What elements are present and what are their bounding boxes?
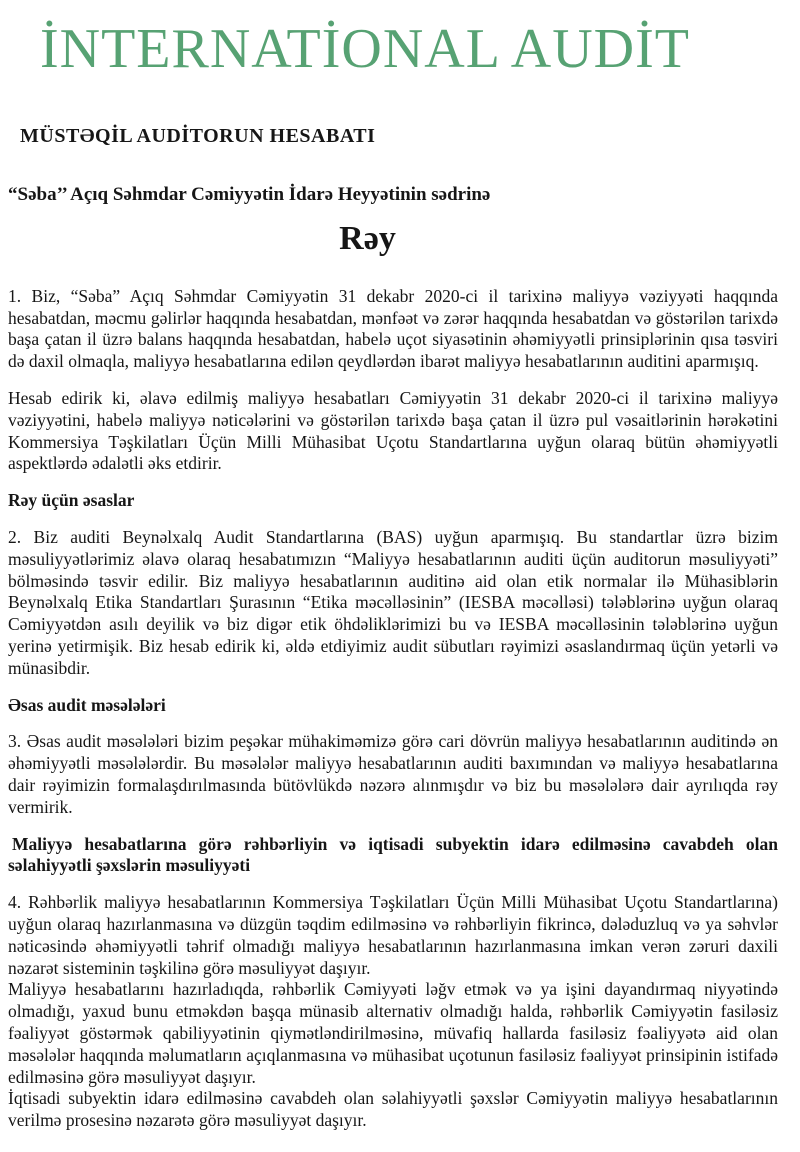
section-heading-management-responsibility: Maliyyə hesabatlarına görə rəhbərliyin və iqtisadi subyektin idarə edilməsinə cavabdeh olan səlahiyyətli şəxslərin məsuliyyəti [8,833,778,876]
body-paragraph-6: Maliyyə hesabatlarını hazırladıqda, rəhbərlik Cəmiyyəti ləğv etmək və ya işini dayandırmaq niyyətində olmadığı, yaxud bunu etməkdən başqa münasib alternativ olmadığı halda, rəhbərlik Cəmiyyətin fasiləsiz fəaliyyət göstərmək qabiliyyətinin qiymətləndirilməsinə, müvafiq hallarda fasiləsiz fəaliyyətə aid olan məsələlər haqqında məlumatların açıqlanmasına və mühasibat uçotunun fasiləsiz fəaliyyət prinsipinin istifadə edilməsinə görə məsuliyyət daşıyır. [8,979,778,1087]
body-paragraph-1: 1. Biz, “Səba” Açıq Səhmdar Cəmiyyətin 31 dekabr 2020-ci il tarixinə maliyyə vəziyyəti haqqında hesabatdan, məcmu gəlirlər haqqında hesabatdan, mənfəət və zərər haqqında hesabatdan və göstərilən tarixdə başa çatan il üzrə balans haqqında hesabatdan, habelə uçot siyasətinin əhəmiyyətli prinsiplərinin qısa təsviri də daxil olmaqla, maliyyə hesabatlarına edilən qeydlərdən ibarət maliyyə hesabatlarının auditini aparmışıq. [8,285,778,372]
body-paragraph-5: 4. Rəhbərlik maliyyə hesabatlarının Kommersiya Təşkilatları Üçün Milli Mühasibat Uçotu Standartlarına) uyğun olaraq hazırlanmasına və düzgün təqdim edilməsinə və rəhbərliyin fikrincə, dələduzluq və ya səhvlər nəticəsində əhəmiyyətli təhrif olmadığı maliyyə hesabatlarının hazırlanmasına imkan verən zəruri daxili nəzarət sisteminin təşkilinə görə məsuliyyət daşıyır. [8,892,778,978]
opinion-heading: Rəy [339,219,396,257]
letterhead-title: İNTERNATİONAL AUDİT [40,18,690,80]
body-paragraph-4: 3. Əsas audit məsələləri bizim peşəkar mühakiməmizə görə cari dövrün maliyyə hesabatlarının auditində ən əhəmiyyətli məsələlərdir. Bu məsələlər maliyyə hesabatlarının auditi baxımından və maliyyə hesabatlarına dair rəyimizin formalaşdırılmasında bütövlükdə nəzərə alınmışdır və biz bu məsələlərə dair ayrılıqda rəy vermirik. [8,731,778,817]
body-paragraph-3: 2. Biz auditi Beynəlxalq Audit Standartlarına (BAS) uyğun aparmışıq. Bu standartlar üzrə bizim məsuliyyətlərimiz əlavə olaraq hesabatımızın “Maliyyə hesabatlarının auditi üçün auditorun məsuliyyəti” bölməsində təsvir edilir. Biz maliyyə hesabatlarının auditinə aid olan etik normalar ilə Mühasiblərin Beynəlxalq Etika Standartları Şurasının “Etika məcəlləsinin” (IESBA məcəlləsi) tələblərinə uyğun olaraq Cəmiyyətdən asılı deyilik və biz digər etik öhdəliklərimizi bu və IESBA məcəlləsinin tələblərinə uyğun yerinə yetirmişik. Biz hesab edirik ki, əldə etdiyimiz audit sübutları rəyimizi əsaslandırmaq üçün yetərli və münasibdir. [8,526,778,678]
section-heading-basis-for-opinion: Rəy üçün əsaslar [8,490,135,511]
section-heading-key-audit-matters: Əsas audit məsələləri [8,694,166,715]
report-title: MÜSTƏQİL AUDİTORUN HESABATI [20,124,376,147]
addressee-line: “Səba’’ Açıq Səhmdar Cəmiyyətin İdarə Heyyətinin sədrinə [8,183,491,205]
body-paragraph-2: Hesab edirik ki, əlavə edilmiş maliyyə hesabatları Cəmiyyətin 31 dekabr 2020-ci il tarixinə maliyyə vəziyyətini, habelə maliyyə nəticələrini və göstərilən tarixdə başa çatan il üzrə pul vəsaitlərinin hərəkətini Kommersiya Təşkilatları Üçün Milli Mühasibat Uçotu Standartlarına uyğun olaraq bütün əhəmiyyətli aspektlərdə ədalətli əks etdirir. [8,387,778,474]
report-body [0,286,800,1132]
body-paragraph-7: İqtisadi subyektin idarə edilməsinə cavabdeh olan səlahiyyətli şəxslər Cəmiyyətin maliyyə hesabatlarının verilmə prosesinə nəzarətə görə məsuliyyət daşıyır. [8,1088,778,1131]
